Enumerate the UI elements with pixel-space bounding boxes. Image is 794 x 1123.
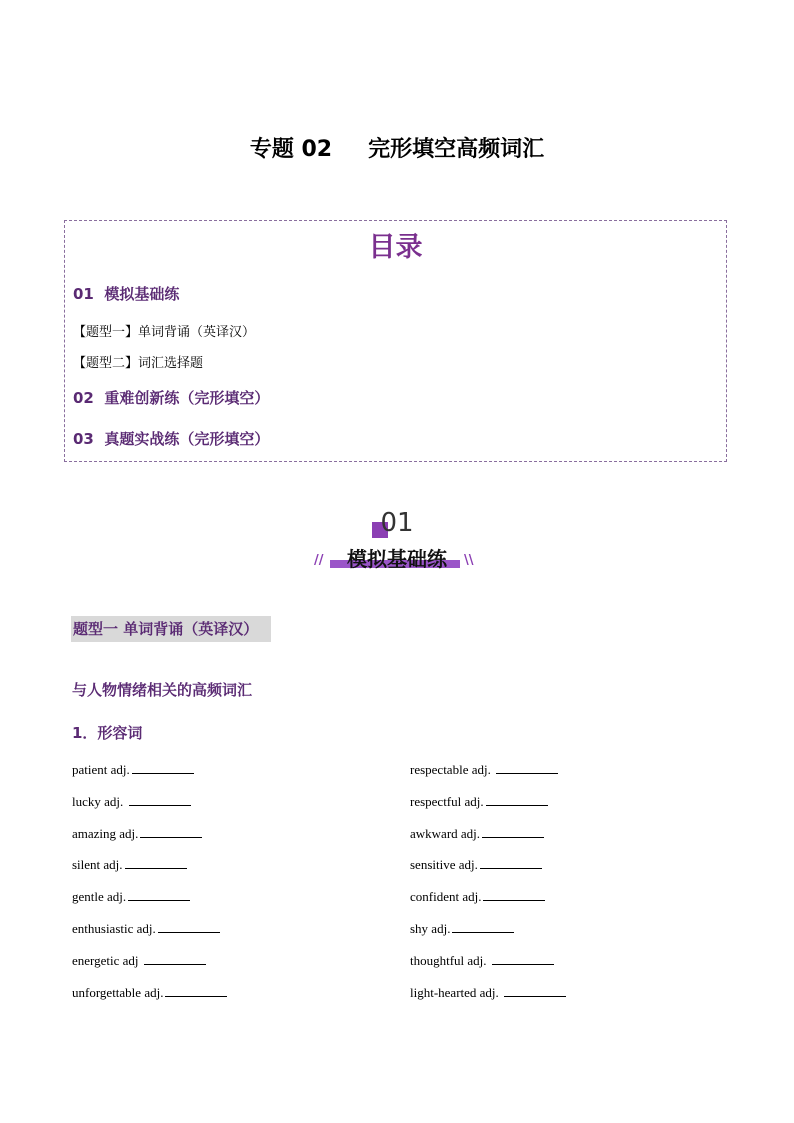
toc-item-03[interactable]: 03 真题实战练（完形填空） (73, 430, 270, 448)
answer-blank[interactable] (496, 762, 558, 774)
slash-decoration-right: \\ (464, 553, 474, 568)
table-of-contents (64, 220, 727, 462)
word-item: light-hearted adj. (410, 985, 566, 1001)
answer-blank[interactable] (480, 857, 542, 869)
toc-sub-type-1[interactable]: 【题型一】单词背诵（英译汉） (73, 325, 256, 340)
word-item: silent adj. (72, 857, 187, 873)
word-item: sensitive adj. (410, 857, 542, 873)
answer-blank[interactable] (504, 985, 566, 997)
answer-blank[interactable] (144, 953, 206, 965)
word-item: thoughtful adj. (410, 953, 554, 969)
answer-blank[interactable] (452, 921, 514, 933)
word-item: gentle adj. (72, 889, 190, 905)
answer-blank[interactable] (158, 921, 220, 933)
toc-heading: 目录 (368, 232, 423, 263)
word-item: energetic adj (72, 953, 206, 969)
question-type-heading: 题型一 单词背诵（英译汉） (71, 616, 271, 642)
word-item: shy adj. (410, 921, 514, 937)
word-item: respectable adj. (410, 762, 558, 778)
toc-item-02[interactable]: 02 重难创新练（完形填空） (73, 389, 270, 407)
answer-blank[interactable] (483, 889, 545, 901)
answer-blank[interactable] (140, 826, 202, 838)
word-item: unforgettable adj. (72, 985, 227, 1001)
section-title: 模拟基础练 (347, 547, 447, 571)
answer-blank[interactable] (482, 826, 544, 838)
vocab-category: 与人物情绪相关的高频词汇 (72, 681, 253, 699)
vocab-subcategory: 1．形容词 (72, 724, 143, 742)
toc-item-01[interactable]: 01 模拟基础练 (73, 285, 180, 303)
slash-decoration-left: // (314, 553, 324, 568)
answer-blank[interactable] (129, 794, 191, 806)
word-item: patient adj. (72, 762, 194, 778)
word-item: amazing adj. (72, 826, 202, 842)
answer-blank[interactable] (132, 762, 194, 774)
answer-blank[interactable] (486, 794, 548, 806)
toc-sub-type-2[interactable]: 【题型二】词汇选择题 (73, 356, 204, 371)
word-item: awkward adj. (410, 826, 544, 842)
title-topic-name: 完形填空高频词汇 (368, 137, 545, 162)
section-number: 01 (380, 508, 414, 538)
page-title (0, 132, 794, 163)
title-topic-number: 专题 02 (249, 137, 333, 162)
word-item: lucky adj. (72, 794, 191, 810)
answer-blank[interactable] (125, 857, 187, 869)
word-item: enthusiastic adj. (72, 921, 220, 937)
word-item: respectful adj. (410, 794, 548, 810)
answer-blank[interactable] (165, 985, 227, 997)
word-item: confident adj. (410, 889, 545, 905)
answer-blank[interactable] (128, 889, 190, 901)
answer-blank[interactable] (492, 953, 554, 965)
